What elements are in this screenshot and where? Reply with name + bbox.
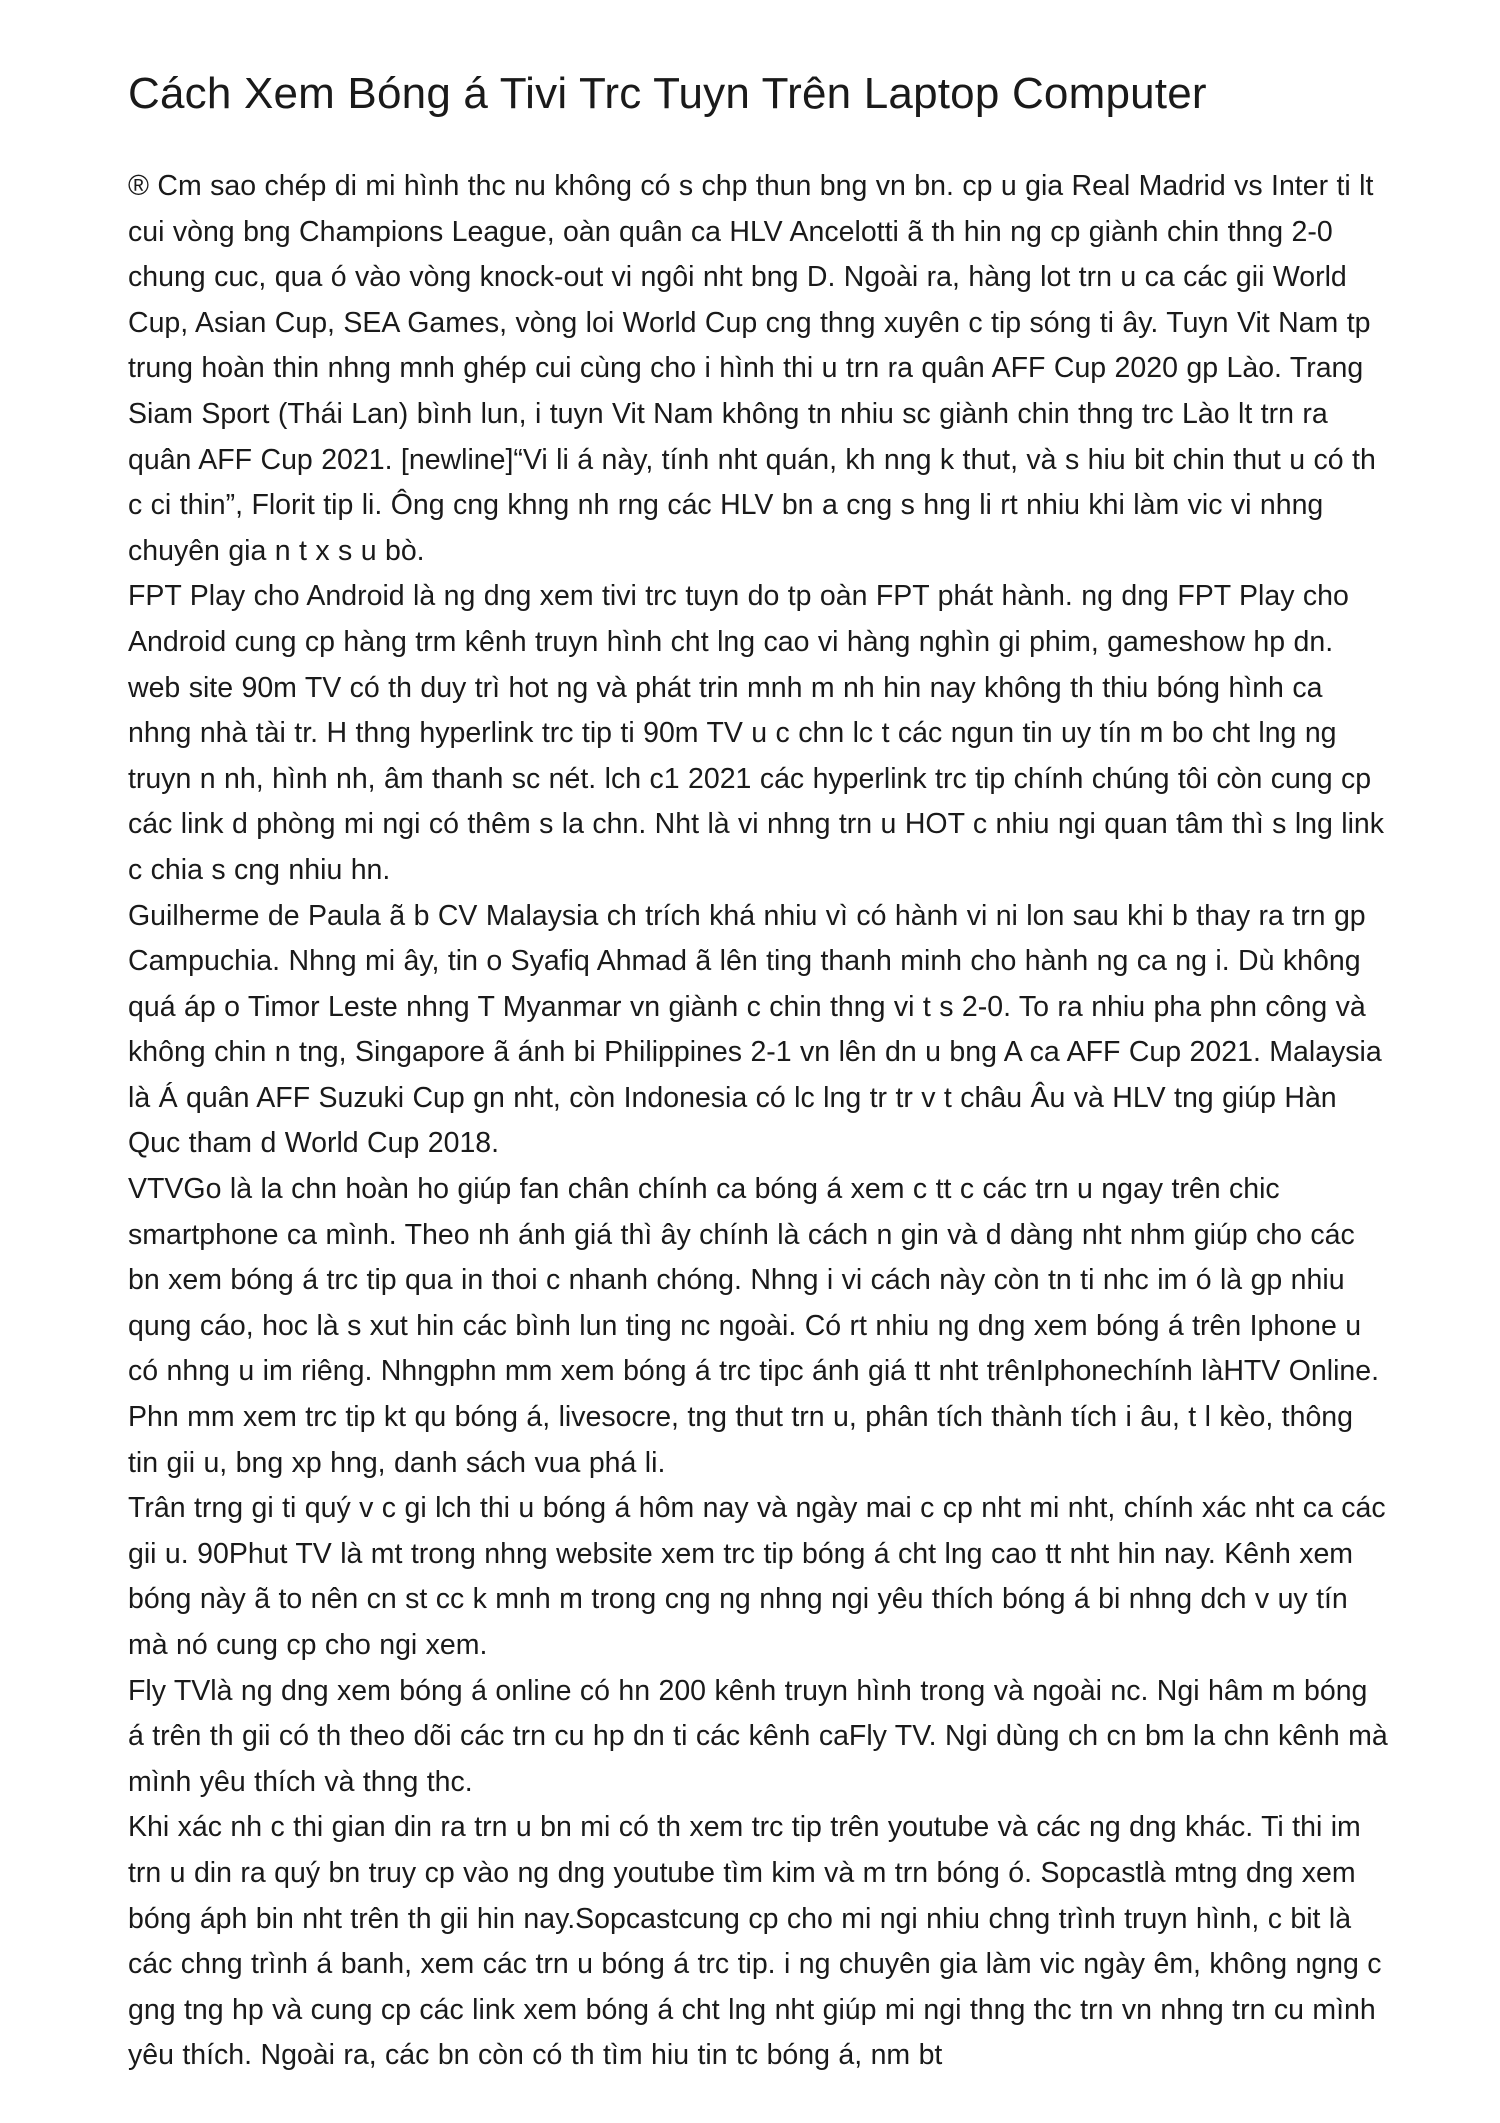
paragraph-1: ® Cm sao chép di mi hình thc nu không có s chp thun bng vn bn. cp u gia Real Madrid vs Inter ti lt cui vòng bng Champions League, oàn quân ca HLV Ancelotti ã th hin ng cp giành chin thng 2-0 chung cuc, qua ó vào vòng knock-out vi ngôi nht bng D. Ngoài ra, hàng lot trn u ca các gii World Cup, Asian Cup, SEA Games, vòng loi World Cup cng thng xuyên c tip sóng ti ây. Tuyn Vit Nam tp trung hoàn thin nhng mnh ghép cui cùng cho i hình thi u trn ra quân AFF Cup 2020 gp Lào. Trang Siam Sport (Thái Lan) bình lun, i tuyn Vit Nam không tn nhiu sc giành chin thng trc Lào lt trn ra quân AFF Cup 2021. [newline]“Vi li á này, tính nht quán, kh nng k thut, và s hiu bit chin thut u có th c ci thin”, Florit tip li. Ông cng khng nh rng các HLV bn a cng s hng li rt nhiu khi làm vic vi nhng chuyên gia n t x s u bò. — [128, 170, 1376, 567]
paragraph-7: Khi xác nh c thi gian din ra trn u bn mi có th xem trc tip trên youtube và các ng dng khác. Ti thi im trn u din ra quý bn truy cp vào ng dng youtube tìm kim và m trn bóng ó. Sopcastlà mtng dng xem bóng áph bin nht trên th gii hin nay.Sopcastcung cp cho mi ngi nhiu chng trình truyn hình, c bit là các chng trình á banh, xem các trn u bóng á trc tip. i ng chuyên gia làm vic ngày êm, không ngng c gng tng hp và cung cp các link xem bóng á cht lng nht giúp mi ngi thng thc trn vn nhng trn cu mình yêu thích. Ngoài ra, các bn còn có th tìm hiu tin tc bóng á, nm bt — [128, 1811, 1382, 2072]
paragraph-3: Guilherme de Paula ã b CV Malaysia ch trích khá nhiu vì có hành vi ni lon sau khi b thay ra trn gp Campuchia. Nhng mi ây, tin o Syafiq Ahmad ã lên ting thanh minh cho hành ng ca ng i. Dù không quá áp o Timor Leste nhng T Myanmar vn giành c chin thng vi t s 2-0. To ra nhiu pha phn công và không chin n tng, Singapore ã ánh bi Philippines 2-1 vn lên dn u bng A ca AFF Cup 2021. Malaysia là Á quân AFF Suzuki Cup gn nht, còn Indonesia có lc lng tr tr v t châu Âu và HLV tng giúp Hàn Quc tham d World Cup 2018. — [128, 899, 1382, 1160]
document-page — [128, 62, 1390, 2079]
paragraph-5: Trân trng gi ti quý v c gi lch thi u bóng á hôm nay và ngày mai c cp nht mi nht, chính xác nht ca các gii u. 90Phut TV là mt trong nhng website xem trc tip bóng á cht lng cao tt nht hin nay. Kênh xem bóng này ã to nên cn st cc k mnh m trong cng ng nhng ngi yêu thích bóng á bi nhng dch v uy tín mà nó cung cp cho ngi xem. — [128, 1492, 1386, 1661]
paragraph-4: VTVGo là la chn hoàn ho giúp fan chân chính ca bóng á xem c tt c các trn u ngay trên chic smartphone ca mình. Theo nh ánh giá thì ây chính là cách n gin và d dàng nht nhm giúp cho các bn xem bóng á trc tip qua in thoi c nhanh chóng. Nhng i vi cách này còn tn ti nhc im ó là gp nhiu qung cáo, hoc là s xut hin các bình lun ting nc ngoài. Có rt nhiu ng dng xem bóng á trên Iphone u có nhng u im riêng. Nhngphn mm xem bóng á trc tipc ánh giá tt nht trênIphonechính làHTV Online. Phn mm xem trc tip kt qu bóng á, livesocre, tng thut trn u, phân tích thành tích i âu, t l kèo, thông tin gii u, bng xp hng, danh sách vua phá li. — [128, 1173, 1380, 1479]
paragraph-6: Fly TVlà ng dng xem bóng á online có hn 200 kênh truyn hình trong và ngoài nc. Ngi hâm m bóng á trên th gii có th theo dõi các trn cu hp dn ti các kênh caFly TV. Ngi dùng ch cn bm la chn kênh mà mình yêu thích và thng thc. — [128, 1674, 1388, 1798]
page-title: Cách Xem Bóng á Tivi Trc Tuyn Trên Laptop Computer — [128, 69, 1207, 118]
paragraph-2: FPT Play cho Android là ng dng xem tivi trc tuyn do tp oàn FPT phát hành. ng dng FPT Play cho Android cung cp hàng trm kênh truyn hình cht lng cao vi hàng nghìn gi phim, gameshow hp dn. web site 90m TV có th duy trì hot ng và phát trin mnh m nh hin nay không th thiu bóng hình ca nhng nhà tài tr. H thng hyperlink trc tip ti 90m TV u c chn lc t các ngun tin uy tín m bo cht lng ng truyn n nh, hình nh, âm thanh sc nét. lch c1 2021 các hyperlink trc tip chính chúng tôi còn cung cp các link d phòng mi ngi có thêm s la chn. Nht là vi nhng trn u HOT c nhiu ngi quan tâm thì s lng link c chia s cng nhiu hn. — [128, 580, 1385, 886]
